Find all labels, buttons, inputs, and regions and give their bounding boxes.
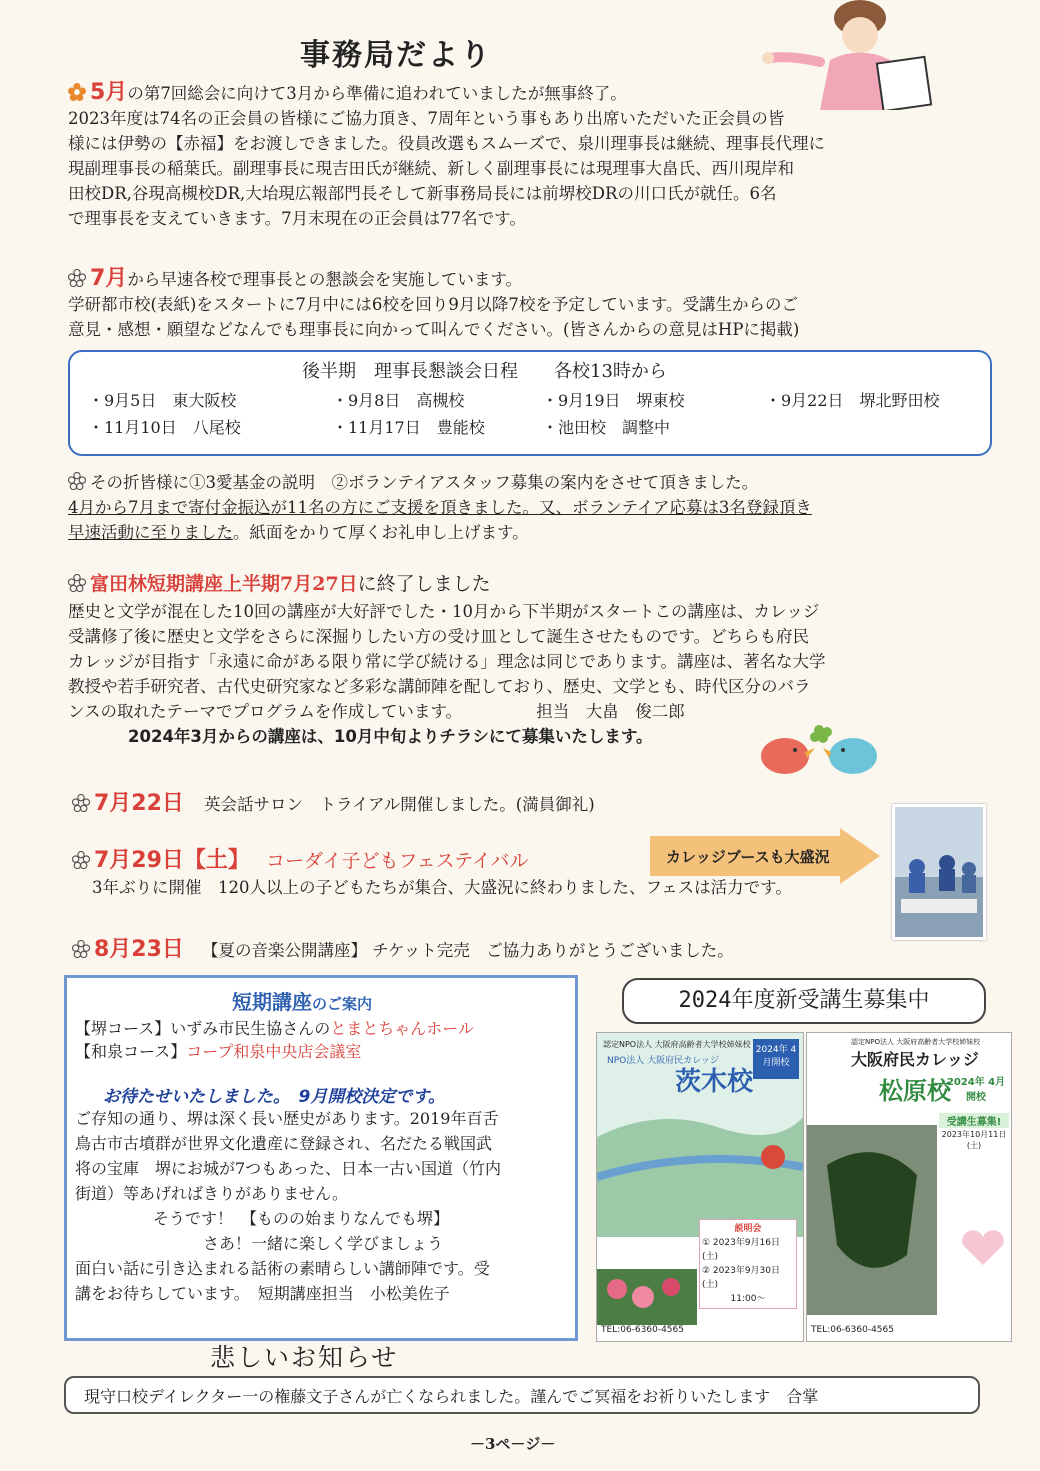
short-course-box [64,975,578,1341]
may-line: 現副理事長の稲葉氏。副理事長に現吉田氏が継続、新しく副理事長には現理事大畠氏、西川現岸和 [68,159,794,178]
event-text: 英会話サロン トライアル開催しました。(満員御礼) [203,795,595,814]
flyer-org: 認定NPO法人 大阪府高齢者大学校姉妹校 [603,1040,751,1049]
may-line: で理事長を支えていきます。7月末現在の正会員は77名です。 [68,209,526,228]
flyer-badge: 2024年 4月開校 [753,1039,799,1079]
event-date: 8月23日 [94,937,184,962]
flowers-image [597,1269,697,1325]
flower-icon [68,574,86,592]
schedule-item: ・9月5日 東大阪校 [88,391,237,410]
short-course-line: そうです！ 【ものの始まりなんでも堺】 [153,1209,450,1228]
page-number: －3ペ－ジ－ [470,1435,556,1453]
schedule-item: ・11月10日 八尾校 [88,418,241,437]
festival-photo [892,804,986,940]
notice-title: 悲しいお知らせ [210,1343,399,1372]
recruit-title: 2024年度新受講生募集中 [622,978,986,1024]
flyer-date: ① 2023年9月16日(土) [702,1238,781,1262]
may-label: 5月 [90,80,128,105]
flower-icon [68,472,86,490]
flyer-time: 11:00～ [730,1294,766,1304]
tondabayashi-heading: 富田林短期講座上半期7月27日 [90,573,358,595]
tondabayashi-line: カレッジが目指す「永遠に命がある限り常に学び続ける」理念は同じであります。講座は、著名な大学 [68,652,826,671]
sakai-course-label: 【堺コース】いずみ市民生協さんの [75,1019,331,1038]
tondabayashi-announcement: 2024年3月からの講座は、10月中旬よりチラシにて募集いたします。 [128,727,653,746]
short-course-line: 鳥古市古墳群が世界文化遺産に登録され、名だたる戦国武 [75,1134,492,1153]
short-course-line: ご存知の通り、堺は深く長い歴史があります。2019年百舌 [75,1109,499,1128]
flyer-school: 松原校 [879,1077,951,1105]
festival-photo-image [895,807,983,937]
sakai-course-venue: とまとちゃんホール [330,1019,474,1038]
short-course-line: 面白い話に引き込まれる話術の素晴らしい講師陣です。受 [75,1259,490,1278]
flyer-ibaraki[interactable] [596,1032,804,1342]
flyer-college: NPO法人 大阪府民カレッジ [607,1056,720,1066]
schedule-box [68,350,992,456]
july-line: 学研都市校(表紙)をスタートに7月中には6校を回り9月以降7校を予定しています。受講生からのご [68,295,799,314]
flower-icon [72,851,90,869]
schedule-item: ・11月17日 豊能校 [332,418,485,437]
flyer-deadline: 2023年10月11日(土) [941,1130,1007,1150]
july-label: 7月 [90,266,128,291]
fund-line: その折皆様に①3愛基金の説明 ②ボランテイアスタッフ募集の案内をさせて頂きました。 [90,473,759,492]
izumi-course-venue: コープ和泉中央店会議室 [186,1042,362,1061]
fund-line-underlined: 早速活動に至りました [68,523,233,542]
fund-line: 4月から7月まで寄付金振込が11名の方にご支援を頂きました。又、ボランテイア応募は3名登録頂き [68,498,812,517]
may-line: 2023年度は74名の正会員の皆様にご協力頂き、7周年という事もあり出席いただいた正会員の皆 [68,109,785,128]
flower-icon [68,269,86,287]
tondabayashi-heading-rest: に終了しました [357,573,491,595]
notice-box [64,1376,980,1414]
page-title: 事務局だより [300,38,492,73]
event-date: 7月22日 [94,791,184,816]
event-festival [72,843,529,874]
arrow-banner-label: カレッジブースも大盛況 [666,848,830,866]
event-text: 【夏の音楽公開講座】 チケット完売 ご協力ありがとうございました。 [201,941,734,960]
short-course-line: さあ！一緒に楽しく学びましょう [203,1234,444,1253]
section-may [68,80,968,231]
flyer-college: 大阪府民カレッジ [851,1050,979,1069]
tondabayashi-line: 受講修了後に歴史と文学をさらに深掘りしたい方の受け皿として誕生させたものです。どちらも府民 [68,627,810,646]
event-eikaiwa [72,786,595,817]
flyer-tel: TEL:06-6360-4565 [811,1325,894,1335]
notice-text: 現守口校デイレクター一の権藤文子さんが亡くなられました。謹んでご冥福をお祈りいたします 合掌 [84,1387,819,1406]
heart-icon [957,1229,1009,1269]
flyer-tel: TEL:06-6360-4565 [601,1325,684,1335]
short-course-title: 短期講座 [232,990,312,1014]
flyer-illustration [597,1097,803,1237]
schedule-item: ・9月22日 堺北野田校 [765,391,940,410]
birds-illustration [755,718,885,782]
event-music [72,932,734,963]
schedule-item: ・9月19日 堺東校 [542,391,685,410]
tondabayashi-line: 歴史と文学が混在した10回の講座が大好評でした・10月から下半期がスタートこの講座は、カレッジ [68,602,820,621]
event-title: コーダイ子どもフェステイバル [265,850,529,872]
kofun-aerial-image [807,1125,937,1315]
flower-icon [68,83,86,101]
july-lead: から早速各校で理事長との懇談会を実施しています。 [127,270,522,289]
section-july [68,266,968,342]
section-fund [68,470,968,545]
flower-icon [72,940,90,958]
tondabayashi-line: 教授や若手研究者、古代史研究家など多彩な講師陣を配しており、歴史、文学とも、時代区分のバラ [68,677,811,696]
short-course-subtitle: のご案内 [312,995,373,1013]
flyer-dates-title: 説明会 [734,1224,762,1234]
opening-announcement: お待たせいたしました。 9月開校決定です。 [103,1087,445,1107]
may-lead: の第7回総会に向けて3月から準備に追われていましたが無事終了。 [127,84,627,103]
event-date: 7月29日【土】 [94,848,250,873]
flyer-date: ② 2023年9月30日(土) [702,1266,781,1290]
schedule-item: ・池田校 調整中 [542,418,671,437]
flyer-badge: 2024年 4月開校 [946,1077,1006,1103]
short-course-line: 将の宝庫 堺にお城が7つもあった、日本一古い国道（竹内 [75,1159,502,1178]
tondabayashi-line: ンスの取れたテーマでプログラムを作成しています。 担当 大畠 俊二郎 [68,702,685,721]
flower-icon [72,794,90,812]
schedule-header: 後半期 理事長懇談会日程 各校13時から [302,361,667,382]
short-course-line: 街道）等あげればきりがありません。 [75,1184,348,1203]
may-line: 田校DR,谷現高槻校DR,大坮現広報部門長そして新事務局長には前堺校DRの川口氏が就任。6名 [68,184,777,203]
flyer-school: 茨木校 [675,1067,754,1097]
schedule-item: ・9月8日 高槻校 [332,391,465,410]
may-line: 様には伊勢の【赤福】をお渡しできました。役員改選もスムーズで、泉川理事長は継続、理事長代理に [68,134,826,153]
flyer-matsubara[interactable] [806,1032,1012,1342]
july-line: 意見・感想・願望などなんでも理事長に向かって叫んでください。(皆さんからの意見はHPに掲載) [68,320,800,339]
flyer-org: 認定NPO法人 大阪府高齢者大学校姉妹校 [851,1038,981,1046]
short-course-line: 講をお待ちしています。 短期講座担当 小松美佐子 [75,1284,450,1303]
izumi-course-label: 【和泉コース】 [75,1042,187,1061]
flyer-boshu: 受講生募集! [939,1113,1009,1128]
fund-line: 。紙面をかりて厚くお礼申し上げます。 [233,523,529,542]
event-text: 3年ぶりに開催 120人以上の子どもたちが集合、大盛況に終わりました、フェスは活力です。 [92,878,792,897]
